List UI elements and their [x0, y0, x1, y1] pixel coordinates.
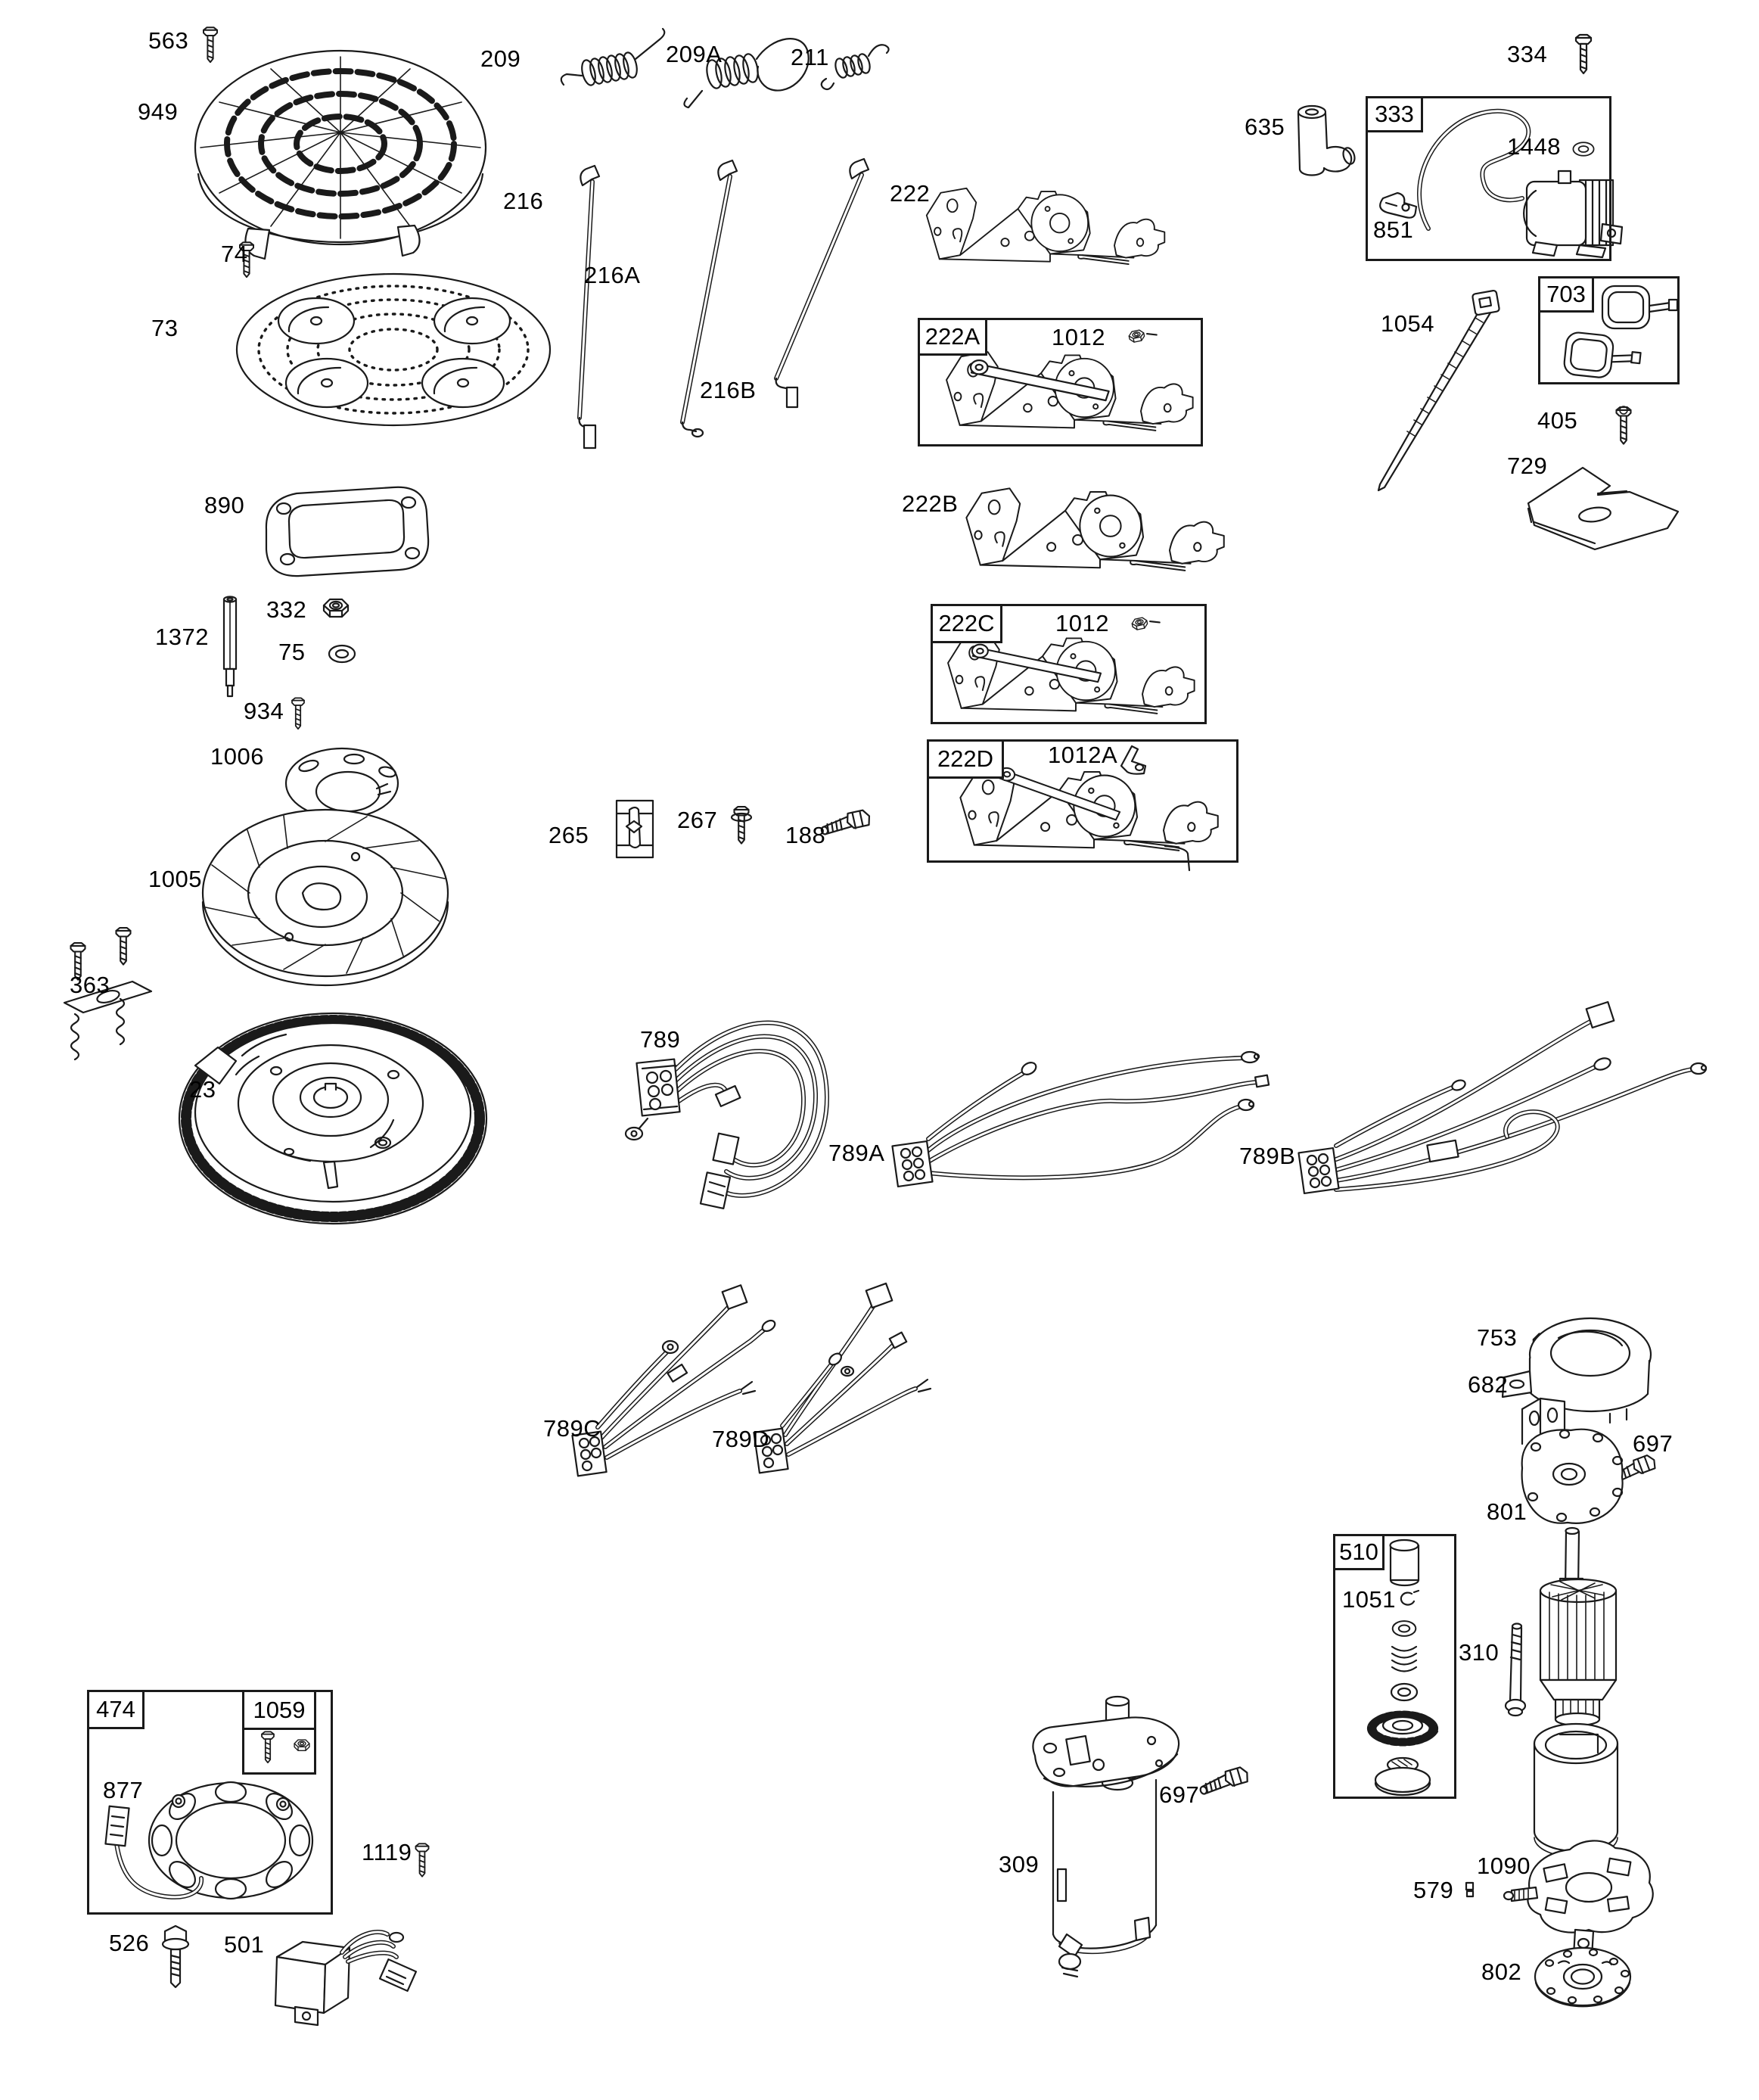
part-label-510: 510 [1333, 1534, 1385, 1570]
starter-housing-art [1534, 1724, 1618, 1857]
governor-rod-216B-art [776, 159, 869, 407]
part-label-682: 682 [1468, 1371, 1509, 1398]
starter-motor-309-art [1033, 1697, 1179, 1977]
part-label-216B: 216B [700, 377, 757, 403]
wiring-harness-789A-art [892, 1052, 1269, 1187]
part-label-1054: 1054 [1381, 310, 1434, 337]
spring-211-art [822, 45, 889, 89]
part-label-1012A: 1012A [1048, 742, 1118, 768]
part-label-309: 309 [999, 1851, 1040, 1878]
part-label-1006: 1006 [210, 743, 264, 770]
part-label-635: 635 [1245, 114, 1285, 140]
gasket-890-art [266, 487, 428, 576]
group-box-1059 [242, 1690, 316, 1775]
part-label-334: 334 [1507, 41, 1548, 67]
part-label-222: 222 [890, 180, 931, 207]
screw-334-art [1576, 35, 1591, 73]
part-label-890: 890 [204, 492, 245, 518]
part-label-697-a: 697 [1633, 1430, 1674, 1457]
governor-rod-216-art [580, 166, 599, 448]
part-label-1448: 1448 [1507, 133, 1561, 160]
spark-plug-boot-635-art [1298, 106, 1357, 176]
screw-1119-art [416, 1843, 429, 1876]
part-label-563: 563 [148, 27, 189, 54]
armature-310-art [1540, 1528, 1616, 1732]
spring-209-art [561, 29, 664, 86]
part-label-1012-c: 1012 [1055, 610, 1109, 636]
part-label-188: 188 [785, 822, 826, 848]
washer-75-art [329, 646, 355, 662]
end-cap-802-art [1535, 1948, 1630, 2006]
part-label-697-b: 697 [1159, 1781, 1200, 1808]
part-label-934: 934 [244, 698, 284, 724]
end-plate-801-art [1522, 1398, 1623, 1523]
part-label-222D: 222D [927, 739, 1004, 779]
part-label-526: 526 [109, 1930, 150, 1956]
group-box-703 [1538, 276, 1680, 384]
part-label-333: 333 [1366, 96, 1423, 132]
part-label-501: 501 [224, 1931, 265, 1958]
flywheel-fan-1005-art [203, 810, 448, 985]
part-label-209A: 209A [666, 41, 723, 67]
part-label-729: 729 [1507, 453, 1548, 479]
part-label-332: 332 [266, 596, 307, 623]
part-label-265: 265 [549, 822, 589, 848]
part-label-949: 949 [138, 98, 179, 125]
part-label-802: 802 [1481, 1958, 1522, 1985]
part-label-1059: 1059 [244, 1692, 314, 1730]
part-label-789C: 789C [543, 1415, 601, 1442]
part-label-474: 474 [87, 1690, 145, 1729]
part-label-753: 753 [1477, 1324, 1518, 1351]
flywheel-23-art [179, 1013, 486, 1224]
part-label-216: 216 [503, 188, 544, 214]
control-bracket-222-art [927, 188, 1165, 264]
nut-332-art [324, 599, 348, 617]
part-label-74: 74 [221, 241, 248, 267]
part-label-579: 579 [1413, 1877, 1454, 1903]
screw-563-art [204, 27, 217, 62]
blower-screen-949-art [195, 51, 486, 259]
part-label-1090: 1090 [1477, 1853, 1531, 1879]
standoff-1372-art [224, 597, 236, 697]
guard-plate-729-art [1528, 468, 1678, 549]
screw-934-art [292, 698, 304, 729]
part-label-310: 310 [1459, 1639, 1500, 1666]
screw-405-art [1617, 406, 1631, 444]
group-box-510 [1333, 1534, 1456, 1799]
fan-retainer-1006-art [286, 748, 398, 818]
screw-697-b-art [1198, 1764, 1251, 1799]
through-bolt-310-art [1506, 1624, 1525, 1716]
part-label-216A: 216A [584, 262, 641, 288]
part-label-789D: 789D [712, 1426, 770, 1452]
control-bracket-222B-art [966, 488, 1223, 571]
part-label-73: 73 [151, 315, 179, 341]
part-label-851: 851 [1373, 216, 1414, 243]
part-label-222B: 222B [902, 490, 959, 517]
part-label-1005: 1005 [148, 866, 202, 892]
part-label-1051: 1051 [1342, 1586, 1396, 1613]
part-label-209: 209 [480, 45, 521, 72]
bolt-188-art [819, 807, 872, 839]
part-label-222A: 222A [918, 318, 987, 356]
part-label-877: 877 [103, 1777, 144, 1803]
terminal-579-art [1466, 1883, 1473, 1896]
part-label-789A: 789A [828, 1140, 885, 1166]
wiring-harness-789D-art [754, 1283, 931, 1473]
part-label-75: 75 [278, 639, 306, 665]
part-label-405: 405 [1537, 407, 1578, 434]
screw-267-art [732, 807, 751, 843]
screw-526-art [163, 1926, 188, 1987]
part-label-703: 703 [1538, 276, 1594, 313]
part-label-211: 211 [791, 44, 829, 70]
part-label-363: 363 [70, 972, 110, 998]
plate-265-art [617, 801, 653, 857]
part-label-1372: 1372 [155, 624, 209, 650]
part-label-1012-a: 1012 [1052, 324, 1105, 350]
part-label-789B: 789B [1239, 1143, 1296, 1169]
part-label-1119: 1119 [362, 1839, 412, 1865]
part-label-222C: 222C [931, 604, 1002, 643]
part-label-801: 801 [1487, 1498, 1527, 1525]
part-label-23: 23 [189, 1076, 216, 1103]
wiring-harness-789B-art [1298, 1002, 1706, 1193]
debris-screen-73-art [237, 274, 550, 425]
regulator-501-art [275, 1932, 416, 2025]
part-label-267: 267 [677, 807, 718, 833]
part-label-789: 789 [640, 1026, 681, 1053]
